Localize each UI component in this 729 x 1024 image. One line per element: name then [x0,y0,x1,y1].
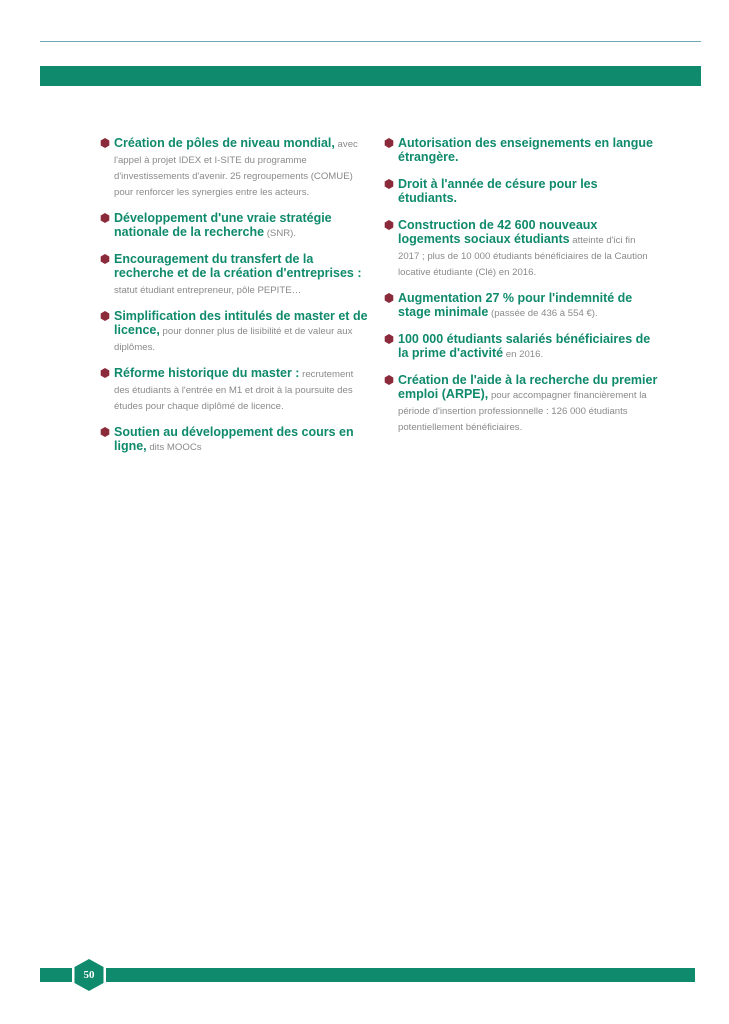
hexagon-bullet-icon [100,254,110,264]
item-description: statut étudiant entrepreneur, pôle PEPITE… [114,285,302,296]
right-column [384,136,659,446]
list-item [384,332,659,362]
header-rule [40,41,701,42]
item-description: pour donner plus de lisibilité et de valeur aux diplômes. [114,326,353,353]
list-item [384,177,659,207]
list-item [100,252,370,298]
list-item [100,425,370,455]
hexagon-bullet-icon [384,220,394,230]
hexagon-bullet-icon [100,311,110,321]
item-description: pour accompagner financièrement la période d'insertion professionnelle : 126 000 étudiants potentiellement bénéficiaires. [398,390,647,433]
hexagon-bullet-icon [100,138,110,148]
hexagon-bullet-icon [384,375,394,385]
list-item [100,366,370,414]
item-description: (passée de 436 à 554 €). [488,308,598,319]
list-item [384,373,659,435]
item-title: Réforme historique du master : [114,366,300,380]
item-description: (SNR). [264,228,297,239]
list-item [100,136,370,200]
hexagon-bullet-icon [384,138,394,148]
hexagon-bullet-icon [384,293,394,303]
item-title: Création de l'aide à la recherche du premier emploi (ARPE), [398,373,658,401]
item-title: Construction de 42 600 nouveaux logements sociaux étudiants [398,218,598,246]
list-item [384,136,659,166]
item-title: Soutien au développement des cours en ligne, [114,425,354,453]
hexagon-bullet-icon [384,179,394,189]
item-description: atteinte d'ici fin 2017 ; plus de 10 000 étudiants bénéficiaires de la Caution locative étudiante (Clé) en 2016. [398,235,648,278]
item-title: Création de pôles de niveau mondial, [114,136,335,150]
item-title: Développement d'une vraie stratégie nationale de la recherche [114,211,332,239]
item-title: Simplification des intitulés de master et de licence, [114,309,368,337]
item-description: en 2016. [503,349,544,360]
list-item [100,309,370,355]
item-description: avec l'appel à projet IDEX et I-SITE du programme d'investissements d'avenir. 25 regroupements (COMUE) pour renforcer les synergies entre les acteurs. [114,139,358,198]
hexagon-bullet-icon [384,334,394,344]
hexagon-bullet-icon [100,368,110,378]
hexagon-bullet-icon [100,213,110,223]
header-band [40,66,701,86]
left-column [100,136,370,466]
item-description: recrutement des étudiants à l'entrée en M1 et droit à la poursuite des études pour chaque diplômé de licence. [114,369,354,412]
page-number: 50 [83,969,95,981]
item-description: dits MOOCs [146,442,202,453]
item-title: Encouragement du transfert de la recherche et de la création d'entreprises : [114,252,362,280]
list-item [384,218,659,280]
item-title: Droit à l'année de césure pour les étudiants. [398,177,598,205]
page-number-badge [69,955,109,995]
item-title: 100 000 étudiants salariés bénéficiaires de la prime d'activité [398,332,651,360]
footer-band [40,968,695,982]
list-item [384,291,659,321]
hexagon-bullet-icon [100,427,110,437]
list-item [100,211,370,241]
item-title: Augmentation 27 % pour l'indemnité de stage minimale [398,291,633,319]
item-title: Autorisation des enseignements en langue étrangère. [398,136,653,164]
